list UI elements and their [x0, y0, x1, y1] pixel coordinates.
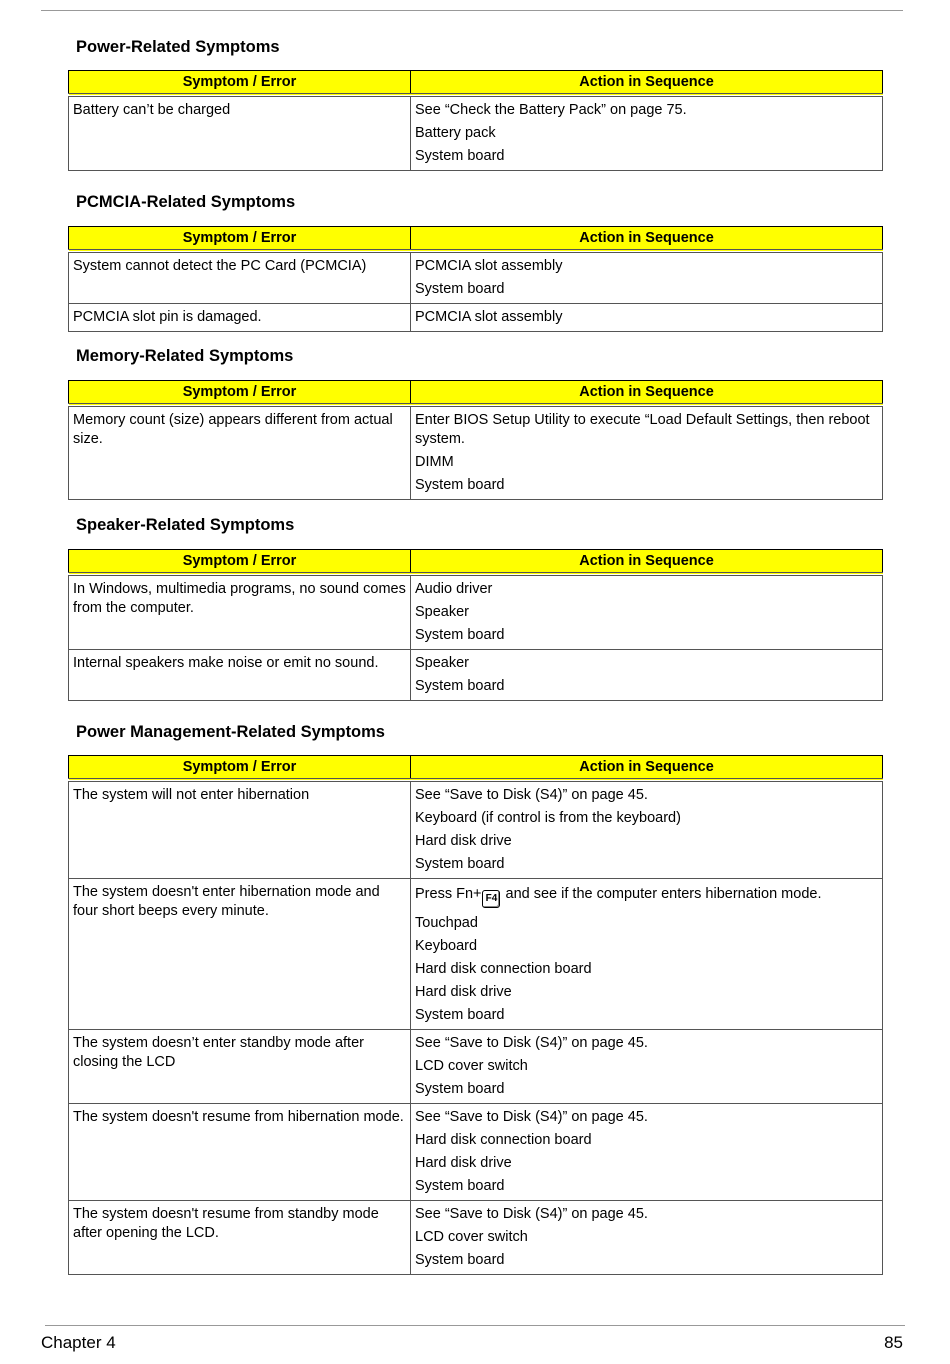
action-item: System board [415, 1081, 505, 1097]
action-cell [411, 1104, 883, 1201]
section-title-power-management: Power Management-Related Symptoms [76, 723, 385, 741]
symptom-cell: Internal speakers make noise or emit no sound. [69, 650, 411, 701]
symptom-column-header: Symptom / Error [69, 381, 411, 406]
footer-page-number: 85 [884, 1333, 903, 1352]
action-column-header: Action in Sequence [411, 71, 883, 96]
action-cell [411, 650, 883, 701]
table-row [69, 1030, 883, 1104]
symptom-cell: In Windows, multimedia programs, no sound comes from the computer. [69, 574, 411, 650]
action-item: Battery pack [415, 125, 496, 141]
symptom-cell: PCMCIA slot pin is damaged. [69, 304, 411, 332]
section-title-speaker: Speaker-Related Symptoms [76, 516, 295, 534]
press-suffix: and see if the computer enters hibernation mode. [501, 886, 822, 902]
action-item: System board [415, 477, 505, 493]
action-cell [411, 405, 883, 500]
action-cell [411, 95, 883, 171]
speaker-symptoms-table [68, 549, 883, 701]
action-item: See “Save to Disk (S4)” on page 45. [415, 787, 648, 803]
action-item: Hard disk drive [415, 1155, 512, 1171]
section-title-memory: Memory-Related Symptoms [76, 347, 294, 365]
action-item: Audio driver [415, 581, 493, 597]
table-row [69, 574, 883, 650]
action-column-header: Action in Sequence [411, 227, 883, 252]
action-item: Speaker [415, 655, 470, 671]
action-item: Touchpad [415, 915, 478, 931]
table-row [69, 780, 883, 879]
table-row [69, 304, 883, 332]
symptom-column-header: Symptom / Error [69, 756, 411, 781]
action-cell [411, 879, 883, 1030]
action-item: Keyboard [415, 938, 478, 954]
table-row [69, 95, 883, 171]
section-title-pcmcia: PCMCIA-Related Symptoms [76, 193, 296, 211]
action-item: Enter BIOS Setup Utility to execute “Load Default Settings, then reboot system. [415, 412, 870, 447]
action-item: Speaker [415, 604, 470, 620]
action-item: DIMM [415, 454, 454, 470]
action-item: Hard disk connection board [415, 961, 592, 977]
top-divider [41, 10, 903, 11]
action-item: PCMCIA slot assembly [415, 309, 563, 325]
symptom-cell: The system doesn't resume from hibernation mode. [69, 1104, 411, 1201]
action-cell [411, 304, 883, 332]
action-cell [411, 251, 883, 304]
power-symptoms-table [68, 70, 883, 171]
action-item: System board [415, 148, 505, 164]
table-row [69, 251, 883, 304]
action-item: See “Save to Disk (S4)” on page 45. [415, 1206, 648, 1222]
action-item: PCMCIA slot assembly [415, 258, 563, 274]
symptom-cell: The system doesn't enter hibernation mode and four short beeps every minute. [69, 879, 411, 1030]
action-column-header: Action in Sequence [411, 756, 883, 781]
symptom-column-header: Symptom / Error [69, 227, 411, 252]
symptom-cell: The system doesn’t enter standby mode after closing the LCD [69, 1030, 411, 1104]
action-column-header: Action in Sequence [411, 381, 883, 406]
section-title-power: Power-Related Symptoms [76, 38, 280, 56]
table-row [69, 1104, 883, 1201]
action-item: System board [415, 281, 505, 297]
press-prefix: Press Fn+ [415, 886, 482, 902]
action-column-header: Action in Sequence [411, 550, 883, 575]
symptom-cell: The system doesn't resume from standby mode after opening the LCD. [69, 1201, 411, 1275]
symptom-column-header: Symptom / Error [69, 71, 411, 96]
action-item: System board [415, 627, 505, 643]
memory-symptoms-table [68, 380, 883, 500]
action-item: See “Check the Battery Pack” on page 75. [415, 102, 687, 118]
action-item-press-key [415, 885, 878, 908]
f4-key-icon: F4 [482, 890, 500, 908]
action-item: Keyboard (if control is from the keyboard) [415, 810, 681, 826]
footer-divider [45, 1325, 905, 1326]
symptom-cell: System cannot detect the PC Card (PCMCIA) [69, 251, 411, 304]
action-item: System board [415, 1178, 505, 1194]
action-item: See “Save to Disk (S4)” on page 45. [415, 1109, 648, 1125]
symptom-cell: The system will not enter hibernation [69, 780, 411, 879]
action-cell [411, 780, 883, 879]
footer-chapter: Chapter 4 [41, 1333, 116, 1352]
symptom-cell: Memory count (size) appears different from actual size. [69, 405, 411, 500]
action-item: System board [415, 1252, 505, 1268]
action-item: System board [415, 678, 505, 694]
action-item: Hard disk connection board [415, 1132, 592, 1148]
action-item: Hard disk drive [415, 833, 512, 849]
action-item: System board [415, 1007, 505, 1023]
table-row [69, 879, 883, 1030]
pcmcia-symptoms-table [68, 226, 883, 332]
action-item: LCD cover switch [415, 1058, 528, 1074]
table-row [69, 405, 883, 500]
action-item: See “Save to Disk (S4)” on page 45. [415, 1035, 648, 1051]
power-management-symptoms-table [68, 755, 883, 1275]
action-cell [411, 574, 883, 650]
symptom-cell: Battery can’t be charged [69, 95, 411, 171]
action-item: Hard disk drive [415, 984, 512, 1000]
action-cell [411, 1201, 883, 1275]
symptom-column-header: Symptom / Error [69, 550, 411, 575]
table-row [69, 1201, 883, 1275]
action-item: System board [415, 856, 505, 872]
table-row [69, 650, 883, 701]
action-item: LCD cover switch [415, 1229, 528, 1245]
action-cell [411, 1030, 883, 1104]
